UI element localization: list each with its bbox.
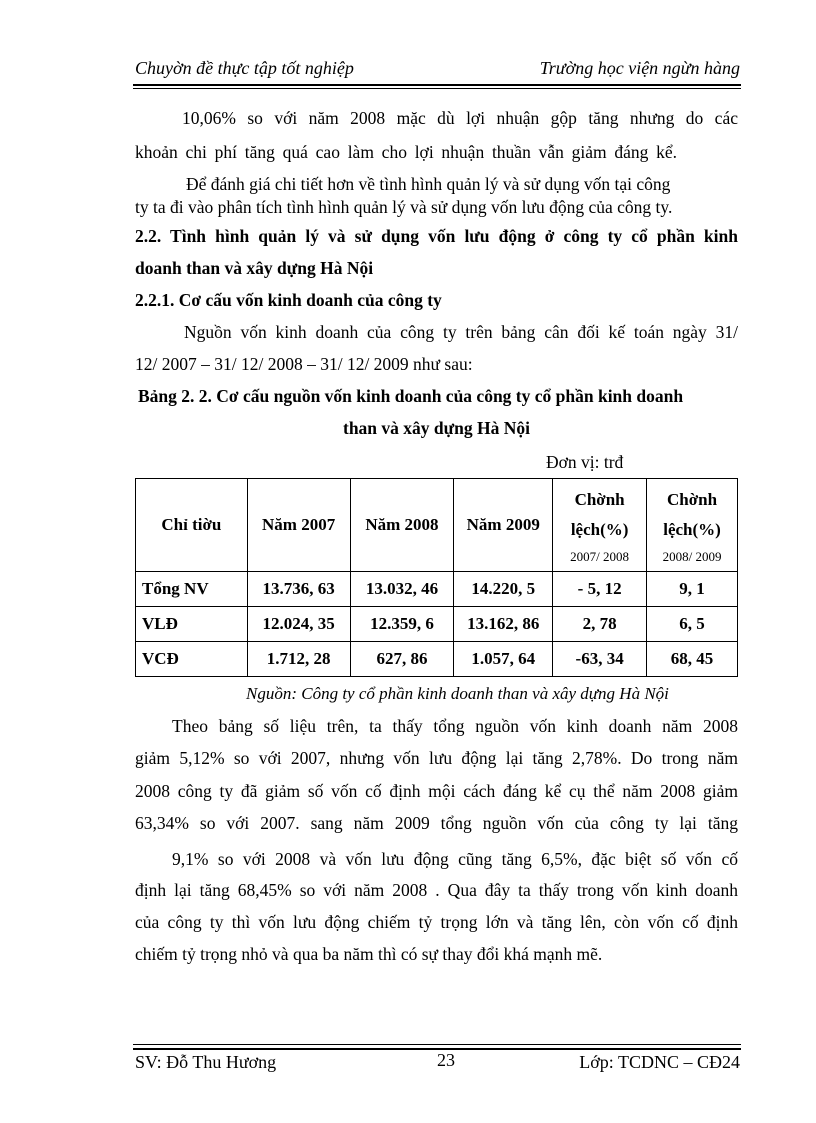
cell-2008: 12.359, 6 — [350, 607, 454, 642]
footer-student: SV: Đỗ Thu Hương — [135, 1052, 277, 1072]
subsection-title: 2.2.1. Cơ cấu vốn kinh doanh của công ty — [135, 290, 442, 310]
cell-2009: 13.162, 86 — [454, 607, 553, 642]
paragraph-line: 2008 công ty đã giảm số vốn cố định mội cách đáng kể cụ thể năm 2008 giảm — [135, 781, 738, 801]
cell-2009: 1.057, 64 — [454, 642, 553, 677]
table-caption-cont: than và xây dựng Hà Nội — [343, 418, 530, 438]
header-year-2007: Năm 2007 — [247, 479, 350, 572]
paragraph-line: Theo bảng số liệu trên, ta thấy tổng nguồn vốn kinh doanh năm 2008 — [172, 716, 738, 736]
cell-2007: 1.712, 28 — [247, 642, 350, 677]
table-caption: Bảng 2. 2. Cơ cấu nguồn vốn kinh doanh của công ty cổ phần kinh doanh — [138, 386, 684, 406]
paragraph-line: khoản chi phí tăng quá cao làm cho lợi nhuận thuần vẫn giảm đáng kể. — [135, 142, 677, 162]
header-diff-label: Chờnh — [574, 490, 625, 509]
paragraph-line: giảm 5,12% so với 2007, nhưng vốn lưu động lại tăng 2,78%. Do trong năm — [135, 748, 738, 768]
header-rule-thin — [133, 88, 741, 89]
header-diff-label: Chờnh — [667, 490, 718, 509]
cell-diff-1: -63, 34 — [553, 642, 647, 677]
paragraph-line: 63,34% so với 2007. sang năm 2009 tổng nguồn vốn của công ty lại tăng — [135, 813, 738, 833]
footer-class: Lớp: TCDNC – CĐ24 — [579, 1052, 740, 1072]
table-row — [136, 642, 738, 677]
paragraph-line: ty ta đi vào phân tích tình hình quản lý và sử dụng vốn lưu động của công ty. — [135, 197, 673, 217]
header-indicator: Chỉ tiờu — [136, 479, 248, 572]
page-number: 23 — [437, 1050, 455, 1070]
header-diff-unit: lệch(%) — [663, 520, 721, 539]
paragraph-line: 9,1% so với 2008 và vốn lưu động cũng tăng 6,5%, đặc biệt số vốn cố — [172, 849, 738, 869]
row-label: VLĐ — [136, 607, 248, 642]
header-diff-unit: lệch(%) — [570, 520, 629, 539]
section-title-cont: doanh than và xây dựng Hà Nội — [135, 258, 374, 278]
paragraph-line: chiếm tỷ trọng nhỏ và qua ba năm thì có sự thay đổi khá mạnh mẽ. — [135, 944, 603, 964]
header-diff-period: 2008/ 2009 — [662, 549, 722, 564]
paragraph-line: của công ty thì vốn lưu động chiếm tỷ trọng lớn và tăng lên, còn vốn cố định — [135, 912, 738, 932]
header-diff-period: 2007/ 2008 — [570, 549, 630, 564]
page-footer — [135, 1050, 740, 1076]
capital-structure-table — [135, 478, 738, 677]
table-row — [136, 572, 738, 607]
paragraph-line: định lại tăng 68,45% so với năm 2008 . Qua đây ta thấy trong vốn kinh doanh — [135, 880, 738, 900]
header-left-text: Chuyờn đề thực tập tốt nghiệp — [135, 58, 354, 78]
cell-2008: 13.032, 46 — [350, 572, 454, 607]
section-title: 2.2. Tình hình quản lý và sử dụng vốn lưu động ở công ty cổ phần kinh — [135, 226, 738, 246]
paragraph-line: 12/ 2007 – 31/ 12/ 2008 – 31/ 12/ 2009 như sau: — [135, 354, 473, 374]
cell-2009: 14.220, 5 — [454, 572, 553, 607]
row-label: VCĐ — [136, 642, 248, 677]
unit-label: Đơn vị: trđ — [546, 452, 624, 472]
paragraph-line: 10,06% so với năm 2008 mặc dù lợi nhuận gộp tăng nhưng do các — [182, 108, 738, 128]
page-header — [135, 56, 740, 84]
table-source: Nguồn: Công ty cổ phần kinh doanh than và xây dựng Hà Nội — [246, 684, 669, 703]
footer-rule-thin — [133, 1044, 741, 1045]
header-diff-2007-2008 — [553, 479, 647, 572]
cell-diff-2: 6, 5 — [647, 607, 738, 642]
cell-2008: 627, 86 — [350, 642, 454, 677]
header-year-2008: Năm 2008 — [350, 479, 454, 572]
header-rule — [133, 84, 741, 86]
table-row — [136, 607, 738, 642]
cell-diff-1: - 5, 12 — [553, 572, 647, 607]
cell-diff-2: 9, 1 — [647, 572, 738, 607]
cell-diff-2: 68, 45 — [647, 642, 738, 677]
header-diff-2008-2009 — [647, 479, 738, 572]
cell-2007: 13.736, 63 — [247, 572, 350, 607]
paragraph-line: Nguồn vốn kinh doanh của công ty trên bảng cân đối kế toán ngày 31/ — [184, 322, 738, 342]
row-label: Tổng NV — [136, 572, 248, 607]
header-year-2009: Năm 2009 — [454, 479, 553, 572]
cell-diff-1: 2, 78 — [553, 607, 647, 642]
cell-2007: 12.024, 35 — [247, 607, 350, 642]
table-header-row — [136, 479, 738, 572]
paragraph-line: Để đánh giá chi tiết hơn về tình hình quản lý và sử dụng vốn tại công — [186, 174, 671, 194]
header-right-text: Trường học viện ngừn hàng — [539, 58, 740, 78]
